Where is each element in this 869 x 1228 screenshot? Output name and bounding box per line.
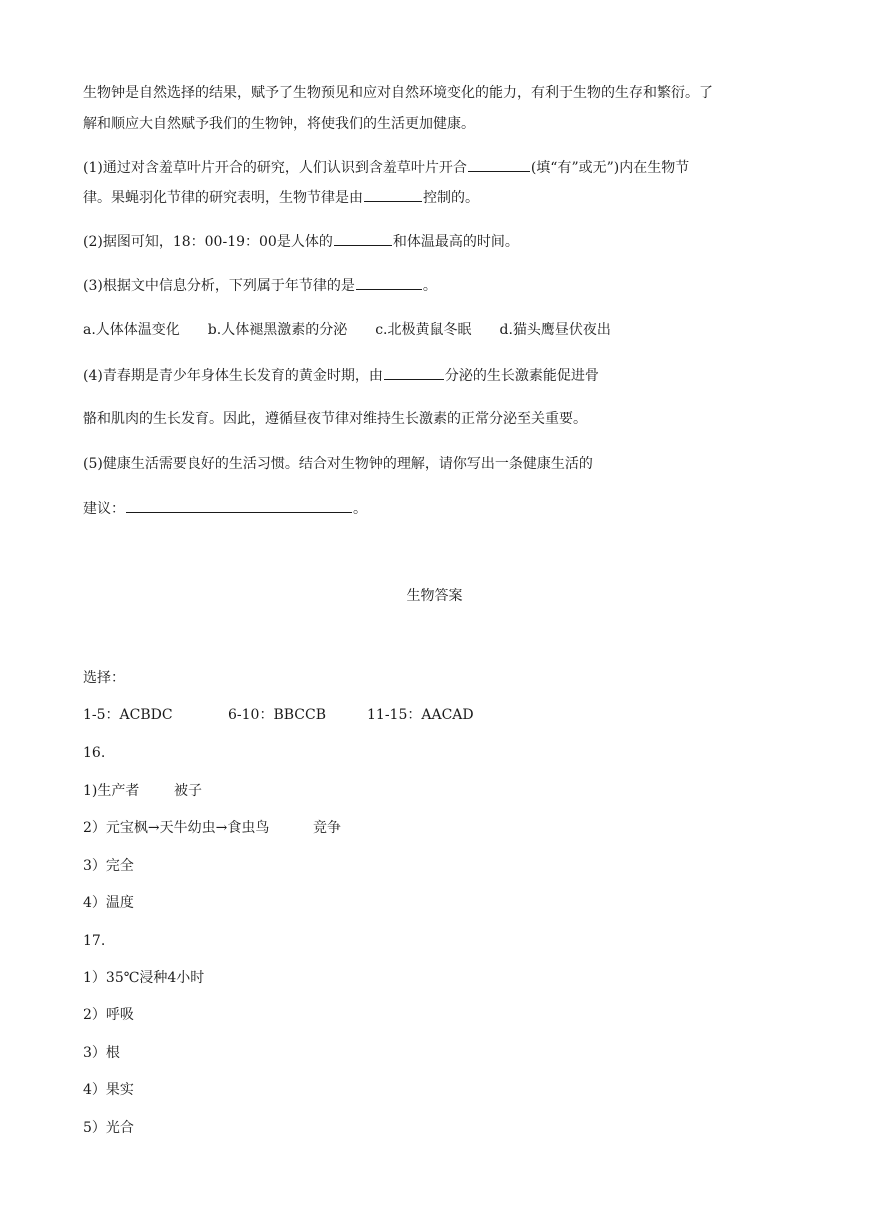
question-1-blank-2[interactable] (364, 187, 422, 202)
question-3-blank[interactable] (356, 275, 422, 290)
question-1-blank-1[interactable] (468, 157, 530, 172)
answers-q16-item-1-b: 被子 (174, 783, 202, 799)
answers-title: 生物答案 (406, 588, 463, 604)
question-2-text-a: (2)据图可知，18：00-19：00是人体的 (83, 234, 333, 250)
question-5-blank[interactable] (126, 498, 352, 513)
answers-q17-item-1: 1）35℃浸种4小时 (83, 970, 205, 986)
question-3-option-b[interactable]: b.人体褪黑激素的分泌 (207, 322, 348, 338)
passage-line-2: 解和顺应大自然赋予我们的生物钟，将使我们的生活更加健康。 (83, 116, 475, 132)
answers-q16-item-1-a: 1)生产者 (83, 783, 140, 799)
question-5-line-1: (5)健康生活需要良好的生活习惯。结合对生物钟的理解，请你写出一条健康生活的 (83, 456, 593, 472)
passage-line-1: 生物钟是自然选择的结果，赋予了生物预见和应对自然环境变化的能力，有利于生物的生存和繁衍。了 (83, 85, 713, 101)
answers-choice-label: 选择： (83, 670, 125, 686)
question-2-text-b: 和体温最高的时间。 (392, 234, 519, 250)
answers-q17-item-2: 2）呼吸 (83, 1007, 134, 1023)
question-3-option-d[interactable]: d.猫头鹰昼伏夜出 (499, 322, 611, 338)
question-3-text-b: 。 (422, 278, 437, 294)
answers-q17-item-3: 3）根 (83, 1045, 120, 1061)
answers-q16-item-1 (83, 781, 202, 801)
answers-q17-label: 17. (83, 933, 106, 949)
question-1-text-b: (填“有”或无”)内在生物节 (530, 160, 690, 176)
question-3-option-a[interactable]: a.人体体温变化 (83, 322, 180, 338)
answers-q16-item-4: 4）温度 (83, 895, 134, 911)
question-1-text-c: 律。果蝇羽化节律的研究表明，生物节律是由 (83, 190, 363, 206)
question-1-line-1 (83, 157, 689, 178)
question-1-text-d: 控制的。 (423, 190, 479, 206)
question-4-line-2: 骼和肌肉的生长发育。因此，遵循昼夜节律对维持生长激素的正常分泌至关重要。 (83, 411, 587, 427)
answers-q16-label: 16. (83, 745, 106, 761)
question-4-text-a: (4)青春期是青少年身体生长发育的黄金时期，由 (83, 368, 383, 384)
question-1-text-a: (1)通过对含羞草叶片开合的研究，人们认识到含羞草叶片开合 (83, 160, 467, 176)
answers-choice-group-1: 1-5：ACBDC (83, 707, 173, 723)
question-3-line (83, 275, 437, 296)
question-3-option-c[interactable]: c.北极黄鼠冬眠 (375, 322, 472, 338)
answers-q16-item-2-a: 2）元宝枫→天牛幼虫→食虫鸟 (83, 820, 270, 836)
answers-q17-item-4: 4）果实 (83, 1082, 134, 1098)
question-2-line (83, 231, 519, 252)
answers-choice-group-3: 11-15：AACAD (367, 707, 474, 723)
answers-choice-groups (83, 705, 474, 725)
question-3-text-a: (3)根据文中信息分析，下列属于年节律的是 (83, 278, 355, 294)
question-2-blank[interactable] (334, 231, 392, 246)
question-5-text-b: 建议： (83, 501, 125, 517)
answers-choice-group-2: 6-10：BBCCB (228, 707, 326, 723)
answers-q16-item-2-b: 竞争 (313, 820, 341, 836)
question-5-line-2 (83, 498, 367, 519)
question-3-options (83, 320, 639, 340)
question-1-line-2 (83, 187, 479, 208)
question-5-text-c: 。 (353, 501, 367, 517)
question-4-line-1 (83, 365, 599, 386)
answers-q17-item-5: 5）光合 (83, 1120, 134, 1136)
question-4-text-b: 分泌的生长激素能促进骨 (444, 368, 599, 384)
answers-q16-item-2 (83, 818, 341, 838)
question-4-blank[interactable] (384, 365, 444, 380)
answers-q16-item-3: 3）完全 (83, 858, 134, 874)
